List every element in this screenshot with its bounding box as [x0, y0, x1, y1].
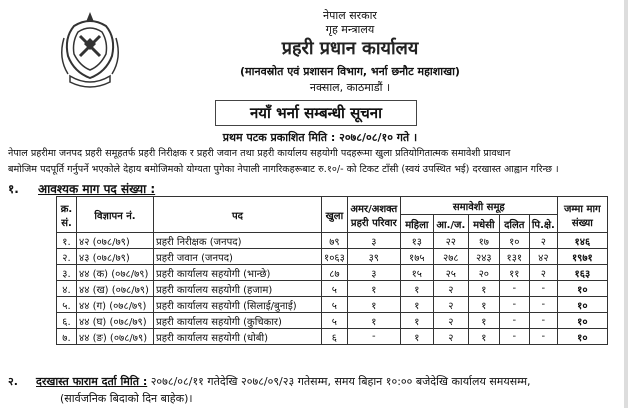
col-adibasi: आ./ज. — [433, 215, 468, 233]
cell-total: १० — [557, 281, 607, 297]
cell-adibasi: २ — [433, 313, 468, 329]
cell-madhesi: १७ — [468, 233, 499, 249]
col-total: जम्मा माग संख्या — [557, 197, 607, 233]
cell-martyr: १ — [347, 281, 400, 297]
cell-women: १ — [400, 329, 433, 345]
col-post: पद — [154, 197, 322, 233]
table-row — [57, 265, 608, 281]
intro-line-2: बमोजिम पदपूर्ति गर्नुपर्ने भएकोले देहाय बमोजिमको योग्यता पुगेका नेपाली नागरिकहरूबाट रु.१०/- को टिकट टाँसी (स्वयं उपस्थित भई) दरखास्त आह्वान गरिन्छ । — [8, 164, 559, 175]
cell-adibasi: २७८ — [433, 249, 468, 265]
section-1-title: आवश्यक माग पद संख्या : — [38, 182, 156, 196]
cell-martyr: ३ — [347, 233, 400, 249]
cell-sn: १. — [57, 233, 77, 249]
cell-martyr: १ — [347, 313, 400, 329]
cell-dalit: १० — [499, 233, 529, 249]
cell-dalit: - — [499, 297, 529, 313]
col-ad-no: विज्ञापन नं. — [77, 197, 154, 233]
cell-women: १ — [400, 281, 433, 297]
cell-total: १० — [557, 313, 607, 329]
cell-sn: ४. — [57, 281, 77, 297]
cell-post: प्रहरी कार्यालय सहयोगी (सिलाई/बुनाई) — [154, 297, 322, 313]
cell-open: ८७ — [322, 265, 348, 281]
cell-adibasi: २२ — [433, 233, 468, 249]
col-women: महिला — [400, 215, 433, 233]
notice-title: नयाँ भर्ना सम्बन्धी सूचना — [215, 100, 417, 126]
section-2-number: २. — [8, 375, 18, 388]
col-madhesi: मधेसी — [468, 215, 499, 233]
cell-post: प्रहरी निरीक्षक (जनपद) — [154, 233, 322, 249]
cell-dalit: १३१ — [499, 249, 529, 265]
col-open: खुला — [322, 197, 348, 233]
location-label: नक्साल, काठमाडौं । — [309, 81, 391, 94]
cell-women: १७५ — [400, 249, 433, 265]
section-1-number: १. — [8, 182, 19, 196]
section-1-heading — [8, 180, 155, 197]
section-2-text-2: (सार्वजनिक बिदाको दिन बाहेक)। — [60, 392, 193, 405]
col-inclusive: समावेशी समूह — [400, 197, 557, 215]
cell-total: १० — [557, 329, 607, 345]
cell-total: १६३ — [557, 265, 607, 281]
cell-adibasi: २ — [433, 281, 468, 297]
table-row — [57, 313, 608, 329]
cell-madhesi: २४३ — [468, 249, 499, 265]
cell-ad: ४४ (घ) (०७८/७९) — [77, 313, 154, 329]
scrollbar[interactable] — [624, 0, 628, 408]
cell-ad: ४४ (क) (०७८/७९) — [77, 265, 154, 281]
cell-dalit: - — [499, 329, 529, 345]
col-sn: क्र. सं. — [57, 197, 77, 233]
cell-madhesi: १ — [468, 329, 499, 345]
cell-backward: - — [529, 313, 557, 329]
cell-backward: ४२ — [529, 249, 557, 265]
cell-martyr: ३ — [347, 265, 400, 281]
division-label: (मानवस्रोत एवं प्रशासन विभाग, भर्ना छनौट महाशाखा) — [240, 65, 460, 78]
cell-open: ५ — [322, 281, 348, 297]
cell-post: प्रहरी कार्यालय सहयोगी (धोबी) — [154, 329, 322, 345]
cell-backward: - — [529, 281, 557, 297]
cell-madhesi: १ — [468, 297, 499, 313]
intro-paragraph — [8, 146, 620, 178]
vacancy-table — [56, 196, 608, 345]
office-title: प्रहरी प्रधान कार्यालय — [281, 38, 419, 59]
cell-martyr: १ — [347, 297, 400, 313]
cell-women: १ — [400, 297, 433, 313]
gov-label: नेपाल सरकार — [323, 9, 377, 22]
cell-open: ७९ — [322, 233, 348, 249]
cell-dalit: - — [499, 281, 529, 297]
cell-sn: ७. — [57, 329, 77, 345]
col-dalit: दलित — [499, 215, 529, 233]
cell-backward: - — [529, 297, 557, 313]
cell-open: ६ — [322, 329, 348, 345]
cell-adibasi: २ — [433, 329, 468, 345]
cell-total: १४६ — [557, 233, 607, 249]
section-2 — [8, 374, 531, 389]
table-row — [57, 281, 608, 297]
cell-total: १० — [557, 297, 607, 313]
intro-line-1: नेपाल प्रहरीमा जनपद प्रहरी समूहतर्फ प्रहरी निरीक्षक र प्रहरी जवान तथा प्रहरी कार्यालय सहयोगी पदहरूमा खुला प्रतियोगितात्मक समावेशी प्रावधान — [8, 148, 511, 159]
table-row — [57, 249, 608, 265]
cell-open: १०६३ — [322, 249, 348, 265]
cell-adibasi: २५ — [433, 265, 468, 281]
cell-open: ५ — [322, 297, 348, 313]
section-2-text: २०७८/०८/११ गतेदेखि २०७८/०९/२३ गतेसम्म, समय बिहान १०:०० बजेदेखि कार्यालय समयसम्म, — [147, 375, 531, 388]
cell-madhesi: २० — [468, 265, 499, 281]
cell-sn: ६. — [57, 313, 77, 329]
cell-women: १५ — [400, 265, 433, 281]
nepal-police-emblem-icon — [54, 8, 126, 92]
cell-post: प्रहरी कार्यालय सहयोगी (भान्छे) — [154, 265, 322, 281]
cell-sn: २. — [57, 249, 77, 265]
cell-ad: ४४ (ख) (०७८/७९) — [77, 281, 154, 297]
cell-martyr: - — [347, 329, 400, 345]
cell-sn: ५. — [57, 297, 77, 313]
cell-backward: - — [529, 329, 557, 345]
ministry-label: गृह मन्त्रालय — [325, 23, 375, 36]
cell-backward: २ — [529, 265, 557, 281]
cell-ad: ४४ (ङ) (०७८/७९) — [77, 329, 154, 345]
cell-open: ५ — [322, 313, 348, 329]
table-row — [57, 297, 608, 313]
cell-ad: ४४ (ग) (०७८/७९) — [77, 297, 154, 313]
section-2-label: दरखास्त फाराम दर्ता मिति : — [36, 375, 148, 388]
cell-post: प्रहरी कार्यालय सहयोगी (हजाम) — [154, 281, 322, 297]
cell-women: १३ — [400, 233, 433, 249]
cell-women: १ — [400, 313, 433, 329]
cell-post: प्रहरी कार्यालय सहयोगी (कुचिकार) — [154, 313, 322, 329]
table-row — [57, 233, 608, 249]
cell-sn: ३. — [57, 265, 77, 281]
cell-ad: ४३ (०७८/७९) — [77, 249, 154, 265]
cell-total: १९७१ — [557, 249, 607, 265]
cell-madhesi: १ — [468, 313, 499, 329]
cell-dalit: - — [499, 313, 529, 329]
cell-martyr: ३९ — [347, 249, 400, 265]
cell-madhesi: १ — [468, 281, 499, 297]
col-backward: पि.क्षे. — [529, 215, 557, 233]
cell-adibasi: २ — [433, 297, 468, 313]
publish-date: प्रथम पटक प्रकाशित मिति : २०७८/०८/१० गते । — [222, 131, 418, 144]
table-row — [57, 329, 608, 345]
cell-backward: २ — [529, 233, 557, 249]
cell-post: प्रहरी जवान (जनपद) — [154, 249, 322, 265]
cell-dalit: ११ — [499, 265, 529, 281]
col-martyr: अमर/अशक्त प्रहरी परिवार — [347, 197, 400, 233]
cell-ad: ४२ (०७८/७९) — [77, 233, 154, 249]
